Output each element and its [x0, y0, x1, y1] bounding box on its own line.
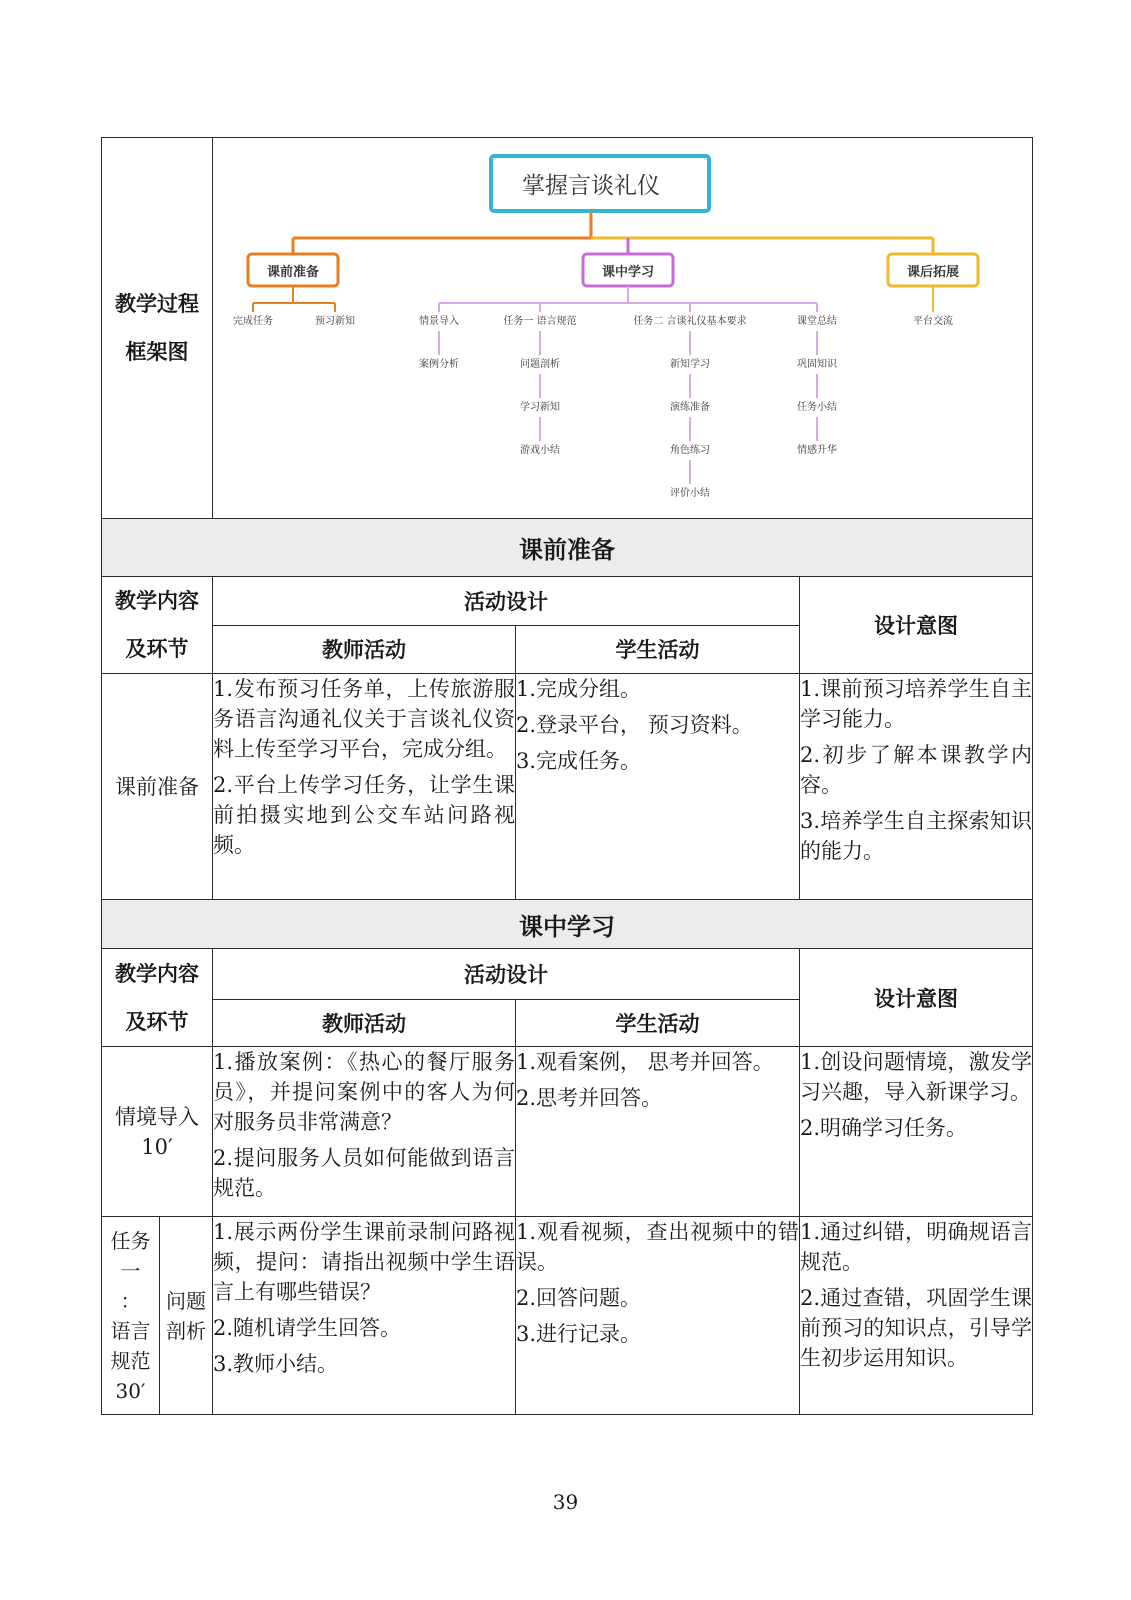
- task1-substage-line: 问题: [166, 1288, 206, 1313]
- diagram-child-label: 任务一 语言规范: [503, 316, 577, 327]
- section2-intent-header: 设计意图: [800, 949, 1033, 1047]
- task1-substage-line: 剖析: [166, 1318, 206, 1343]
- teacher-item: 2.随机请学生回答。: [213, 1316, 402, 1340]
- task1-student-cell: [516, 1217, 800, 1415]
- section1-activity-header: 活动设计: [213, 577, 800, 626]
- student-item: 3.完成任务。: [516, 749, 642, 773]
- task1-stage-line: 规范: [110, 1348, 151, 1373]
- section1-row: [102, 674, 1033, 900]
- framework-row: [102, 138, 1033, 519]
- intro-student-cell: [516, 1047, 800, 1217]
- diagram-sub-label: 角色练习: [670, 445, 710, 456]
- teacher-item: 2.平台上传学习任务，让学生课前拍摄实地到公交车站问路视频。: [213, 773, 515, 857]
- section2-activity-header: 活动设计: [213, 949, 800, 1000]
- section2-content-header: [102, 949, 213, 1047]
- task1-stage-line: 一: [120, 1258, 141, 1283]
- intent-item: 2.初步了解本课教学内容。: [800, 743, 1033, 797]
- diagram-sub-label: 任务小结: [797, 402, 837, 413]
- section1-header-row1: [102, 577, 1033, 626]
- intent-item: 2.明确学习任务。: [800, 1116, 968, 1140]
- diagram-child-label: 课堂总结: [797, 316, 837, 327]
- task1-stage-line: ：: [120, 1288, 141, 1313]
- student-item: 2.登录平台， 预习资料。: [516, 713, 753, 737]
- diagram-child-label: 情景导入: [419, 316, 459, 327]
- diagram-branch-label: 课中学习: [601, 265, 655, 280]
- task1-substage: [160, 1217, 213, 1415]
- task1-intent-cell: [800, 1217, 1033, 1415]
- section1-content-header-line1: 教学内容: [115, 588, 199, 613]
- intro-intent-cell: [800, 1047, 1033, 1217]
- intro-stage-line2: 10′: [141, 1134, 173, 1159]
- section2-row-intro: [102, 1047, 1033, 1217]
- teacher-item: 1.发布预习任务单，上传旅游服务语言沟通礼仪关于言谈礼仪资料上传至学习平台，完成分组。: [213, 677, 515, 761]
- framework-label-line1: 教学过程: [115, 291, 199, 316]
- lesson-plan-table: [101, 137, 1033, 1415]
- section2-band-row: [102, 900, 1033, 949]
- diagram-child-label: 任务二 言谈礼仪基本要求: [633, 316, 747, 327]
- section1-title: 课前准备: [102, 519, 1033, 577]
- teacher-item: 2.提问服务人员如何能做到语言规范。: [213, 1146, 515, 1200]
- student-item: 1.观看案例， 思考并回答。: [516, 1050, 774, 1074]
- section2-row-task1: [102, 1217, 1033, 1415]
- section2-teacher-header: 教师活动: [213, 1000, 516, 1047]
- intro-stage-line1: 情境导入: [115, 1104, 199, 1129]
- section1-stage: 课前准备: [102, 674, 213, 900]
- section1-teacher-cell: [213, 674, 516, 900]
- intent-item: 3.培养学生自主探索知识的能力。: [800, 809, 1033, 863]
- intent-item: 1.课前预习培养学生自主学习能力。: [800, 677, 1033, 731]
- framework-label-line2: 框架图: [125, 339, 189, 364]
- intent-item: 2.通过查错，巩固学生课前预习的知识点，引导学生初步运用知识。: [800, 1286, 1033, 1370]
- section2-title: 课中学习: [102, 900, 1033, 949]
- task1-teacher-cell: [213, 1217, 516, 1415]
- diagram-branch-label: 课后拓展: [906, 265, 960, 280]
- diagram-child-label: 预习新知: [315, 316, 355, 327]
- task1-stage-line: 语言: [110, 1318, 151, 1343]
- section1-student-header: 学生活动: [516, 625, 800, 674]
- section1-band-row: [102, 519, 1033, 577]
- student-item: 3.进行记录。: [516, 1322, 642, 1346]
- diagram-sub-label: 案例分析: [419, 359, 459, 370]
- section2-header-row1: [102, 949, 1033, 1000]
- teacher-item: 1.展示两份学生课前录制问路视频，提问：请指出视频中学生语言上有哪些错误？: [213, 1220, 515, 1304]
- section2-student-header: 学生活动: [516, 1000, 800, 1047]
- section1-intent-cell: [800, 674, 1033, 900]
- task1-stage: [102, 1217, 160, 1415]
- intent-item: 1.创设问题情境，激发学习兴趣，导入新课学习。: [800, 1050, 1033, 1104]
- diagram-sub-label: 游戏小结: [520, 445, 560, 456]
- teacher-item: 1.播放案例：《热心的餐厅服务员》，并提问案例中的客人为何对服务员非常满意？: [213, 1050, 515, 1134]
- diagram-child-label: 平台交流: [913, 316, 953, 327]
- task1-stage-line: 任务: [110, 1228, 151, 1253]
- page-number: 39: [552, 1490, 579, 1514]
- section2-content-header-line2: 及环节: [125, 1008, 189, 1034]
- student-item: 2.思考并回答。: [516, 1086, 663, 1110]
- intro-stage: [102, 1047, 213, 1217]
- diagram-sub-label: 评价小结: [670, 488, 710, 499]
- section1-student-cell: [516, 674, 800, 900]
- section1-teacher-header: 教师活动: [213, 625, 516, 674]
- diagram-sub-label: 情感升华: [797, 445, 837, 456]
- framework-label: [102, 138, 213, 519]
- diagram-sub-label: 新知学习: [670, 359, 710, 370]
- diagram-root-label: 掌握言谈礼仪: [522, 173, 660, 199]
- diagram-sub-label: 巩固知识: [797, 359, 837, 370]
- diagram-sub-label: 学习新知: [520, 402, 560, 413]
- section1-content-header-line2: 及环节: [125, 636, 189, 661]
- diagram-child-label: 完成任务: [233, 316, 273, 327]
- framework-diagram: [213, 138, 1033, 514]
- intro-teacher-cell: [213, 1047, 516, 1217]
- student-item: 1.完成分组。: [516, 677, 642, 701]
- framework-diagram-cell: [213, 138, 1033, 519]
- section2-content-header-line1: 教学内容: [115, 960, 199, 986]
- diagram-sub-label: 演练准备: [670, 402, 710, 413]
- student-item: 2.回答问题。: [516, 1286, 642, 1310]
- teacher-item: 3.教师小结。: [213, 1352, 339, 1376]
- diagram-sub-label: 问题剖析: [520, 359, 560, 370]
- section1-content-header: [102, 577, 213, 674]
- student-item: 1.观看视频，查出视频中的错误。: [516, 1220, 799, 1274]
- section1-intent-header: 设计意图: [800, 577, 1033, 674]
- diagram-branch-label: 课前准备: [266, 265, 320, 280]
- task1-stage-line: 30′: [115, 1378, 146, 1403]
- intent-item: 1.通过纠错，明确规语言规范。: [800, 1220, 1033, 1274]
